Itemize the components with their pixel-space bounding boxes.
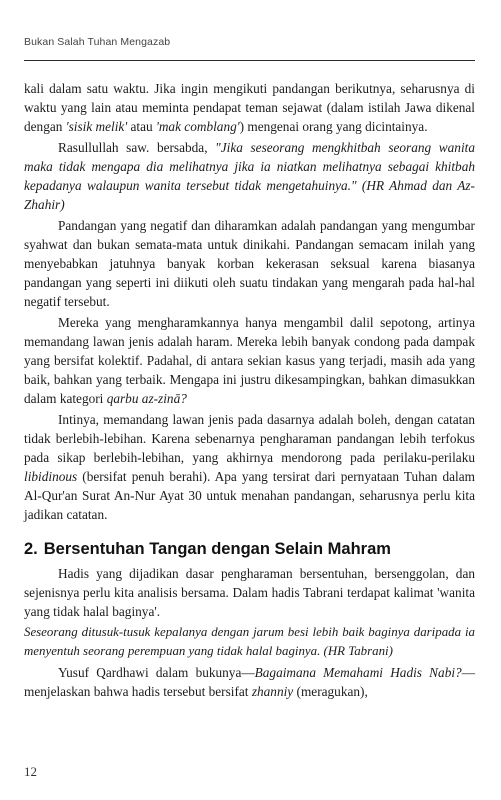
paragraph-5-text-c: (bersifat penuh berahi). Apa yang tersirat dari pernyataan Tuhan dalam Al-Qur'an Surat An-Nur Ayat 30 untuk menahan pandangan, seharusnya perlu kita jadikan catatan. <box>24 469 475 522</box>
paragraph-5 <box>24 410 475 524</box>
paragraph-3: Pandangan yang negatif dan diharamkan adalah pandangan yang mengumbar syahwat dan bukan semata-mata untuk dinikahi. Pandangan semacam inilah yang menyebabkan jatuhnya banyak korban kekerasan seksual karena biasanya pandangan yang seperti ini diikuti oleh suatu tindakan yang mengarah pada hal-hal negatif tersebut. <box>24 218 475 309</box>
paragraph-1-text-c: atau <box>127 119 156 134</box>
paragraph-1-text-e: ) mengenai orang yang dicintainya. <box>239 119 428 134</box>
paragraph-7 <box>24 663 475 701</box>
paragraph-7-text-a: Yusuf Qardhawi dalam bukunya— <box>58 665 255 680</box>
paragraph-7-text-c: —menjelaskan bahwa hadis tersebut bersifat <box>24 665 475 699</box>
term-mak-comblang: 'mak comblang' <box>155 119 240 134</box>
hadith-quote-tabrani: Seseorang ditusuk-tusuk kepalanya dengan jarum besi lebih baik baginya daripada ia menyentuh seorang perempuan yang tidak halal baginya. (HR Tabrani) <box>24 625 475 658</box>
header-rule <box>24 60 475 61</box>
paragraph-1-text-a: kali dalam satu waktu. Jika ingin mengikuti pandangan berikutnya, seharusnya di waktu yang lain atau meminta pendapat teman sejawat (dalam istilah Jawa dikenal dengan <box>24 81 475 134</box>
paragraph-7-text-e: (meragukan), <box>293 684 368 699</box>
section-heading <box>24 538 475 560</box>
running-head: Bukan Salah Tuhan Mengazab <box>24 36 171 48</box>
paragraph-6: Hadis yang dijadikan dasar pengharaman bersentuhan, bersenggolan, dan sejenisnya perlu kita analisis bersama. Dalam hadis Tabrani terdapat kalimat 'wanita yang tidak halal baginya'. <box>24 566 475 619</box>
paragraph-5-text-a: Intinya, memandang lawan jenis pada dasarnya adalah boleh, dengan catatan tidak berlebih-lebihan. Karena sebenarnya pengharaman pandangan lebih terfokus pada sikap berlebih-lebihan, yang akhirnya mendorong pada perilaku-perilaku <box>24 412 475 465</box>
paragraph-2-text-a: Rasullullah saw. bersabda, <box>58 140 216 155</box>
hadith-quote-ahmad: "Jika seseorang mengkhitbah seorang wanita maka tidak mengapa dia melihatnya jika ia niatkan melihatnya sebagai khitbah kepadanya walaupun wanita tersebut tidak mengetahuinya." (HR Ahmad dan Az-Zhahir) <box>24 140 475 212</box>
paragraph-4 <box>24 313 475 408</box>
term-zhanniy: zhanniy <box>251 684 294 699</box>
paragraph-4-text-a: Mereka yang mengharamkannya hanya mengambil dalil sepotong, artinya memandang lawan jenis adalah haram. Mereka lebih banyak condong pada dampak yang bersifat kolektif. Padahal, di antara sekian kasus yang terjadi, masih ada yang baik, bahkan yang terbaik. Mengapa ini justru dikesampingkan, bahkan dimasukkan dalam kategori <box>24 315 475 406</box>
section-title: Bersentuhan Tangan dengan Selain Mahram <box>43 540 391 558</box>
book-title: Bagaimana Memahami Hadis Nabi? <box>254 665 462 680</box>
page-body <box>24 79 475 703</box>
section-number: 2. <box>24 540 38 558</box>
term-sisik-melik: 'sisik melik' <box>65 119 128 134</box>
term-libidinous: libidinous <box>24 469 78 484</box>
paragraph-2 <box>24 138 475 214</box>
term-qarbu-az-zina: qarbu az-zinā? <box>106 391 187 406</box>
page-number: 12 <box>24 764 37 779</box>
paragraph-1 <box>24 79 475 136</box>
